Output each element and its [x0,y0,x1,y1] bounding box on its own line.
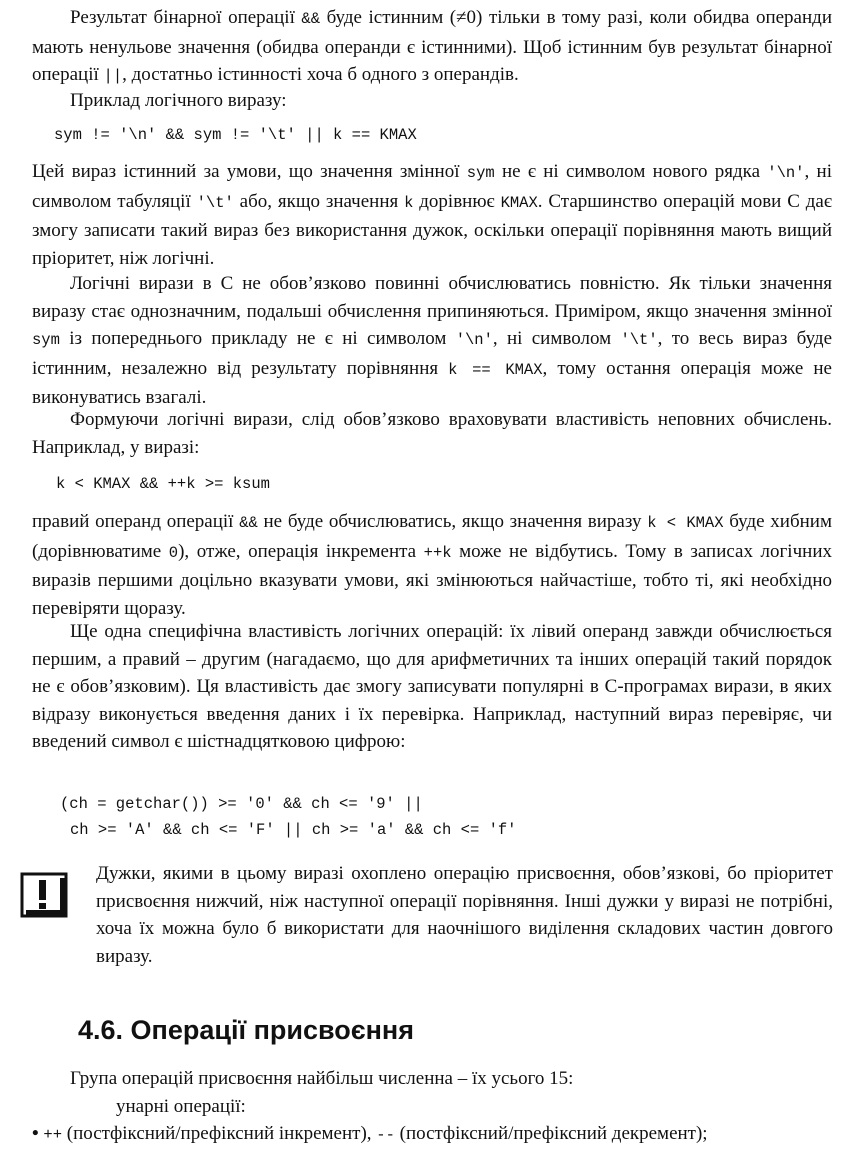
text-span: із попереднього прикладу не є ні символом [59,328,456,349]
text-span: або, якщо значення [233,190,405,212]
section-intro: Група операцій присвоєння найбільш численна – їх усього 15: [70,1068,574,1089]
section-subhead: унарні операції: [116,1096,246,1117]
inline-code: sym [466,164,495,182]
inline-code: k == KMAX [448,360,543,379]
text-span: Результат бінарної операції [70,7,302,28]
note-text: Дужки, якими в цьому виразі охоплено операцію присвоєння, обов’язкові, бо пріоритет присвоєння нижчий, ніж наступної операції порівняння. Інші дужки у виразі не потрібні, хоча їх можна було б використати для наочнішого виділення складових частин довгого виразу. [96,863,833,967]
inline-code: && [239,514,258,532]
paragraph-binary-operations [32,4,832,91]
inline-code: 0 [168,543,179,562]
inline-code: && [301,10,321,28]
text-span: , то весь вираз буде істинним, незалежно від результату порівняння [32,328,833,379]
inline-code: || [103,67,123,85]
inline-code: '\n' [767,164,805,182]
text-span: (постфіксний/префіксний декремент); [394,1123,708,1144]
inline-code: ++k [423,543,452,562]
inline-code: '\t' [620,331,658,349]
text-span: , ні символом табуляції [32,161,832,212]
code-example-logical: sym != '\n' && sym != '\t' || k == KMAX [54,126,417,144]
paragraph-example-intro: Приклад логічного виразу: [70,90,287,111]
paragraph-partial-evaluation: Формуючи логічні вирази, слід обов’язково враховувати властивість неповних обчислень. Наприклад, у виразі: [32,409,832,458]
text-span: (постфіксний/префіксний інкремент), [62,1123,377,1144]
paragraph-right-operand [32,508,832,622]
text-span: ), отже, операція інкремента [178,540,424,562]
bullet-unary-ops [32,1120,832,1150]
text-span: буде хибним (дорівнюватиме [32,511,832,562]
code-example-kmax: k < KMAX && ++k >= ksum [56,475,270,493]
section-heading: 4.6. Операції присвоєння [78,1015,414,1045]
text-span: , достатньо істинності хоча б одного з операндів. [122,64,519,85]
exclamation-box-icon [20,872,70,918]
paragraph-evaluation-order: Ще одна специфічна властивість логічних операцій: їх лівий операнд завжди обчислюється першим, а правий – другим (нагадаємо, що для арифметичних та інших операцій такий порядок не є обов’язковим). Ця властивість дає змогу записувати популярні в С-програмах вирази, в яких відразу виконується введення даних і їх перевірка. Наприклад, наступний вираз перевіряє, чи введений символ є шістнадцятковою цифрою: [32,621,832,752]
text-span: буде істинним (≠0) тільки в тому разі, коли обидва операнди мають ненульове значення (обидва операнди є істинними). Щоб істинним був результат бінарної операції [32,7,832,85]
text-span: Цей вираз істинний за умови, що значення змінної [32,161,467,182]
code-example-hex-line2: ch >= 'A' && ch <= 'F' || ch >= 'a' && ch <= 'f' [70,821,517,839]
inline-code: -- [376,1126,395,1144]
inline-code: sym [32,331,60,349]
text-span: , ні символом [492,328,621,349]
inline-code: ++ [43,1126,63,1144]
exclamation-box-icon-svg [20,872,70,918]
text-span: , тому остання операція може не виконуватись взагалі. [32,357,832,408]
inline-code: '\n' [455,331,493,349]
bullet-marker: • [32,1123,39,1144]
paragraph-expression-explanation [32,158,832,272]
text-span: . Старшинство операцій мови С дає змогу записати такий вираз без використання дужок, оскільки операції порівняння мають вищий пріоритет, ніж логічні. [32,190,832,269]
text-span: Логічні вирази в С не обов’язково повинні обчислюватись повністю. Як тільки значення виразу стає однозначним, подальші обчислення припиняються. Приміром, якщо значення змінної [32,273,832,322]
inline-code: k < KMAX [647,514,724,532]
text-span: не є ні символом нового рядка [494,161,768,182]
text-span: не буде обчислюватись, якщо значення виразу [257,511,648,532]
paragraph-short-circuit [32,270,832,412]
code-example-hex-line1: (ch = getchar()) >= '0' && ch <= '9' || [60,795,423,813]
inline-code: KMAX [500,193,538,212]
text-span: може не відбутись. Тому в записах логічних виразів першими доцільно вказувати умови, які змінюються найчастіше, тобто ті, які необхідно перевіряти щоразу. [32,540,832,619]
inline-code: k [404,193,414,212]
text-span: правий операнд операції [32,511,240,532]
inline-code: '\t' [196,193,234,212]
text-span: дорівнює [413,190,501,212]
